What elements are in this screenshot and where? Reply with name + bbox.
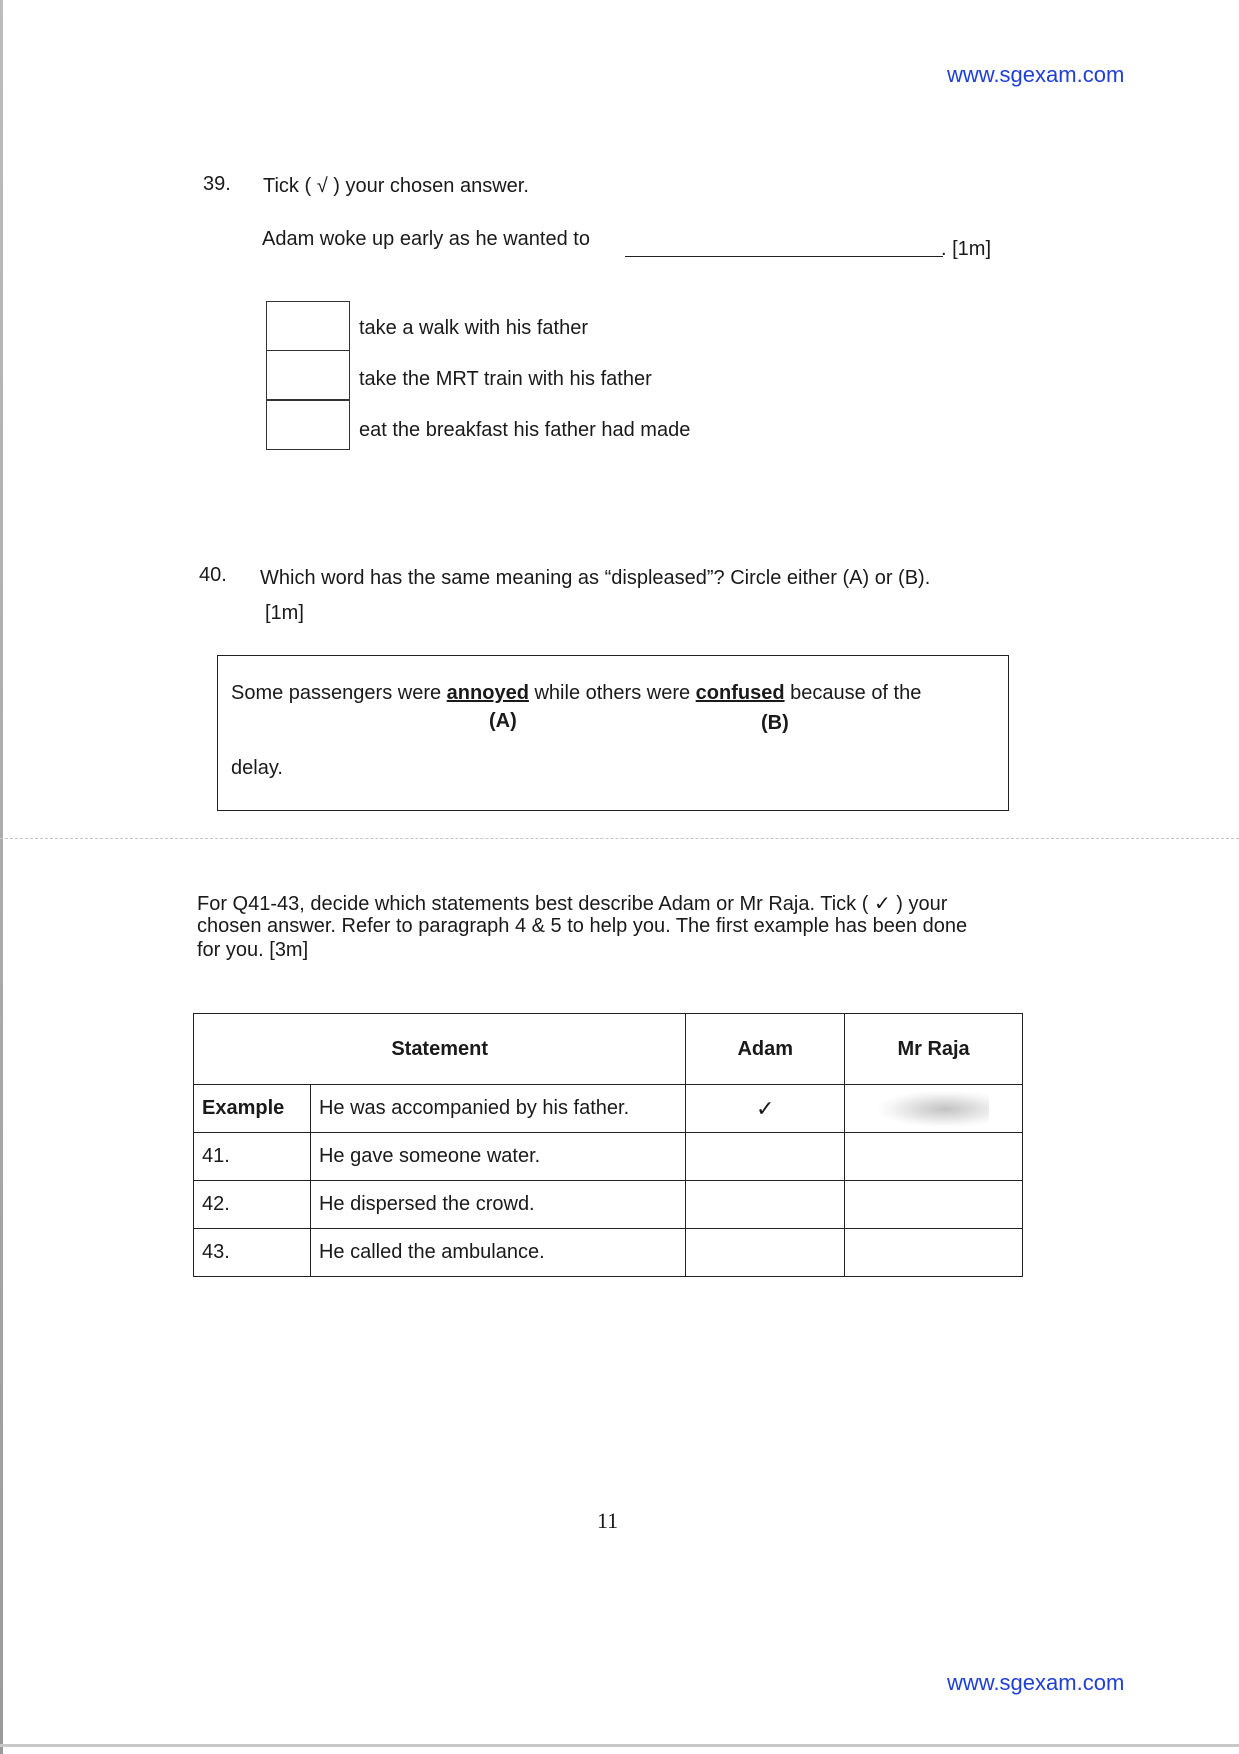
q40-sentence-box	[217, 655, 1009, 811]
q40-sentence-line-1	[231, 682, 921, 705]
scan-smudge	[879, 1091, 989, 1127]
table-row	[194, 1133, 1023, 1181]
adam-tick-cell[interactable]	[686, 1229, 845, 1277]
mr-raja-tick-cell[interactable]	[845, 1085, 1023, 1133]
row-label: 43.	[194, 1229, 311, 1277]
q39-stem: Adam woke up early as he wanted to	[262, 228, 590, 250]
header-website-link[interactable]: www.sgexam.com	[947, 62, 1125, 87]
q39-number: 39.	[203, 173, 231, 195]
adam-tick-cell[interactable]	[686, 1181, 845, 1229]
q40-marks: [1m]	[265, 602, 304, 624]
q41-43-instruction-line-3: for you. [3m]	[197, 939, 309, 961]
scan-edge-left	[0, 0, 3, 1754]
q40-question: Which word has the same meaning as “displeased”? Circle either (A) or (B).	[260, 567, 931, 589]
sentence-part-3: because of the	[790, 682, 922, 704]
row-label: 41.	[194, 1133, 311, 1181]
adam-tick-cell[interactable]	[686, 1085, 845, 1133]
row-statement: He called the ambulance.	[310, 1229, 685, 1277]
row-statement: He was accompanied by his father.	[310, 1085, 685, 1133]
header-adam: Adam	[686, 1014, 845, 1085]
label-b: (B)	[761, 712, 789, 734]
q39-instruction: Tick ( √ ) your chosen answer.	[263, 175, 529, 197]
q39-option-3-text: eat the breakfast his father had made	[359, 419, 691, 441]
statements-table	[193, 1013, 1023, 1277]
footer-website-link[interactable]: www.sgexam.com	[947, 1670, 1125, 1695]
q39-option-1-tickbox[interactable]	[266, 301, 350, 351]
q41-43-instruction-line-2: chosen answer. Refer to paragraph 4 & 5 to help you. The first example has been done	[197, 915, 968, 937]
row-label: 42.	[194, 1181, 311, 1229]
q39-option-2-text: take the MRT train with his father	[359, 368, 652, 390]
mr-raja-tick-cell[interactable]	[845, 1133, 1023, 1181]
q39-marks: . [1m]	[941, 238, 992, 260]
fold-line	[0, 838, 1239, 839]
table-header-row	[194, 1014, 1023, 1085]
mr-raja-tick-cell[interactable]	[845, 1229, 1023, 1277]
q39-option-2-tickbox[interactable]	[266, 350, 350, 400]
table-row	[194, 1229, 1023, 1277]
q40-number: 40.	[199, 564, 227, 586]
q41-43-instruction-line-1: For Q41-43, decide which statements best describe Adam or Mr Raja. Tick ( ✓ ) your	[197, 893, 948, 915]
mr-raja-tick-cell[interactable]	[845, 1181, 1023, 1229]
sentence-part-1: Some passengers were	[231, 682, 442, 704]
table-row	[194, 1085, 1023, 1133]
check-mark-icon: ✓	[756, 1095, 775, 1121]
row-statement: He dispersed the crowd.	[310, 1181, 685, 1229]
word-b-confused[interactable]: confused	[695, 682, 785, 704]
sentence-part-4: delay.	[231, 757, 283, 779]
adam-tick-cell[interactable]	[686, 1133, 845, 1181]
q39-option-3-tickbox[interactable]	[266, 400, 350, 450]
header-statement: Statement	[194, 1014, 686, 1085]
scan-edge-bottom	[0, 1744, 1239, 1747]
table-row	[194, 1181, 1023, 1229]
q39-answer-blank	[625, 256, 943, 257]
header-mr-raja: Mr Raja	[845, 1014, 1023, 1085]
sentence-part-2: while others were	[534, 682, 691, 704]
page-number: 11	[597, 1508, 619, 1533]
row-statement: He gave someone water.	[310, 1133, 685, 1181]
word-a-annoyed[interactable]: annoyed	[446, 682, 529, 704]
q39-option-1-text: take a walk with his father	[359, 317, 588, 339]
row-label: Example	[194, 1085, 311, 1133]
label-a: (A)	[489, 710, 517, 732]
